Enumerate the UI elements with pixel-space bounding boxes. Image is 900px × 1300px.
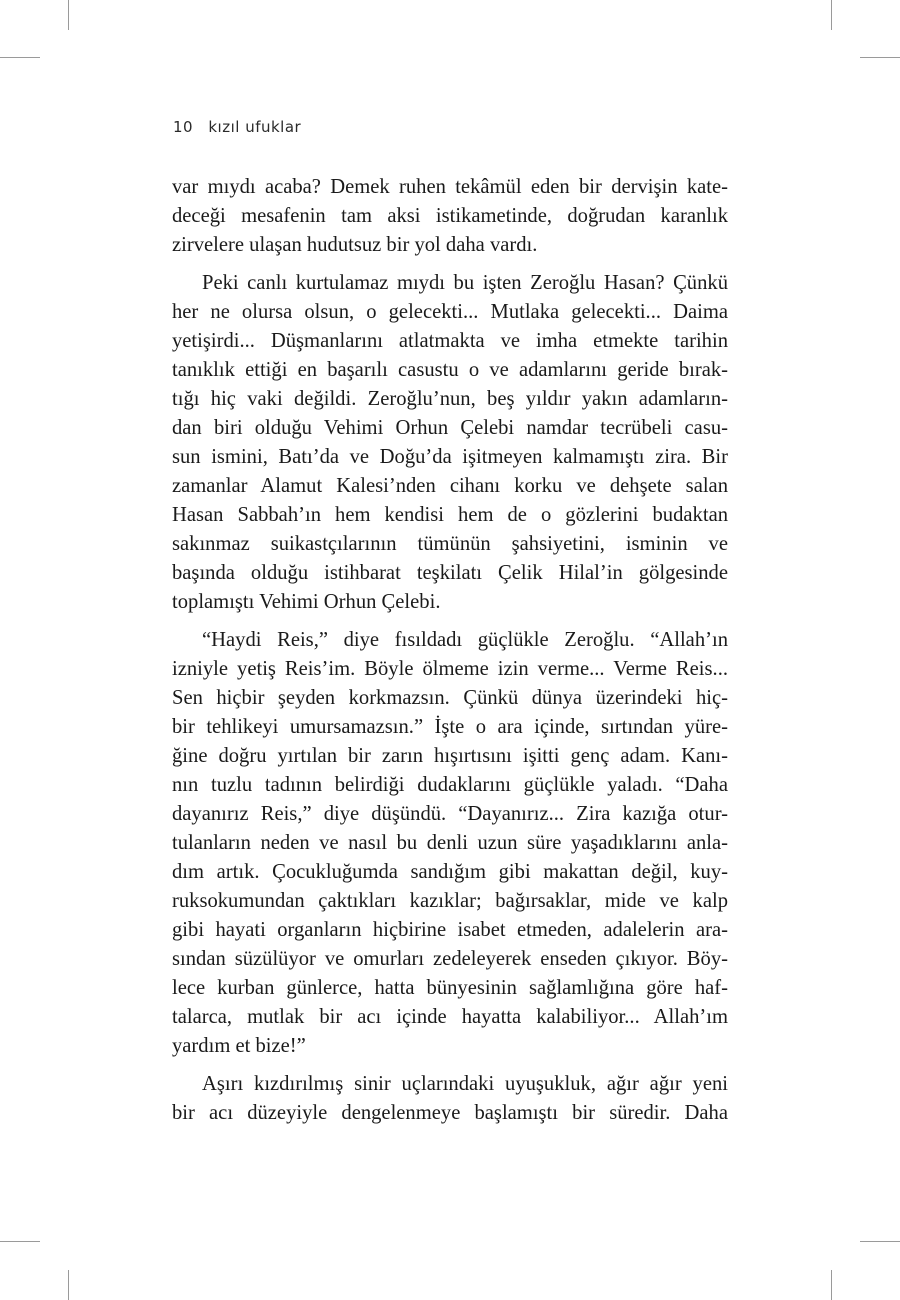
text-line: dım artık. Çocukluğumda sandığım gibi makattan değil, kuy- [172, 861, 728, 883]
text-line: toplamıştı Vehimi Orhun Çelebi. [172, 591, 441, 613]
text-line: Sen hiçbir şeyden korkmazsın. Çünkü dünya üzerindeki hiç- [172, 687, 728, 709]
text-line: tanıklık ettiği en başarılı casustu o ve adamlarını geride bırak- [172, 359, 728, 381]
text-line: ruksokumundan çaktıkları kazıklar; bağırsaklar, mide ve kalp [172, 890, 728, 912]
text-line: tulanların neden ve nasıl bu denli uzun süre yaşadıklarını anla- [172, 832, 728, 854]
paragraph [172, 173, 728, 260]
text-line: sun ismini, Batı’da ve Doğu’da işitmeyen kalmamıştı zira. Bir [172, 446, 728, 468]
crop-mark-left-bottom [0, 1241, 40, 1242]
running-title: kızıl ufuklar [208, 118, 302, 136]
text-line: zirvelere ulaşan hudutsuz bir yol daha vardı. [172, 234, 538, 256]
text-line: “Haydi Reis,” diye fısıldadı güçlükle Zeroğlu. “Allah’ın [202, 629, 728, 651]
text-line: zamanlar Alamut Kalesi’nden cihanı korku ve dehşete salan [172, 475, 728, 497]
crop-mark-left-top [0, 57, 40, 58]
text-line: izniyle yetiş Reis’im. Böyle ölmeme izin verme... Verme Reis... [172, 658, 728, 680]
crop-mark-right-bottom [860, 1241, 900, 1242]
crop-mark-top-right [831, 0, 832, 30]
text-line: bir tehlikeyi umursamazsın.” İşte o ara içinde, sırtından yüre- [172, 716, 728, 738]
text-line: sakınmaz suikastçılarının tümünün şahsiyetini, isminin ve [172, 533, 728, 555]
text-line: yetişirdi... Düşmanlarını atlatmakta ve imha etmekte tarihin [172, 330, 728, 352]
text-line: başında olduğu istihbarat teşkilatı Çelik Hilal’in gölgesinde [172, 562, 728, 584]
text-line: deceği mesafenin tam aksi istikametinde, doğrudan karanlık [172, 205, 728, 227]
crop-mark-right-top [860, 57, 900, 58]
text-line: sından süzülüyor ve omurları zedeleyerek enseden çıkıyor. Böy- [172, 948, 728, 970]
body-text [172, 173, 728, 1128]
text-line: talarca, mutlak bir acı içinde hayatta kalabiliyor... Allah’ım [172, 1006, 728, 1028]
paragraph [172, 269, 728, 617]
crop-mark-bottom-left [68, 1270, 69, 1300]
text-line: yardım et bize!” [172, 1035, 306, 1057]
text-line: Hasan Sabbah’ın hem kendisi hem de o gözlerini budaktan [172, 504, 728, 526]
text-line: gibi hayati organların hiçbirine isabet etmeden, adalelerin ara- [172, 919, 728, 941]
running-head [173, 118, 301, 136]
text-line: lece kurban günlerce, hatta bünyesinin sağlamlığına göre haf- [172, 977, 728, 999]
text-line: bir acı düzeyiyle dengelenmeye başlamıştı bir süredir. Daha [172, 1102, 728, 1124]
page-number: 10 [173, 118, 194, 136]
paragraph [172, 1070, 728, 1128]
text-line: Aşırı kızdırılmış sinir uçlarındaki uyuşukluk, ağır ağır yeni [202, 1073, 728, 1095]
text-line: her ne olursa olsun, o gelecekti... Mutlaka gelecekti... Daima [172, 301, 728, 323]
text-line: tığı hiç vaki değildi. Zeroğlu’nun, beş yıldır yakın adamların- [172, 388, 728, 410]
crop-mark-top-left [68, 0, 69, 30]
text-line: dan biri olduğu Vehimi Orhun Çelebi namdar tecrübeli casu- [172, 417, 728, 439]
crop-mark-bottom-right [831, 1270, 832, 1300]
paragraph [172, 626, 728, 1061]
text-line: ğine doğru yırtılan bir zarın hışırtısını işitti genç adam. Kanı- [172, 745, 728, 767]
text-line: Peki canlı kurtulamaz mıydı bu işten Zeroğlu Hasan? Çünkü [202, 272, 728, 294]
text-line: nın tuzlu tadının belirdiği dudaklarını güçlükle yaladı. “Daha [172, 774, 728, 796]
text-line: dayanırız Reis,” diye düşündü. “Dayanırız... Zira kazığa otur- [172, 803, 728, 825]
text-line: var mıydı acaba? Demek ruhen tekâmül eden bir dervişin kate- [172, 176, 728, 198]
